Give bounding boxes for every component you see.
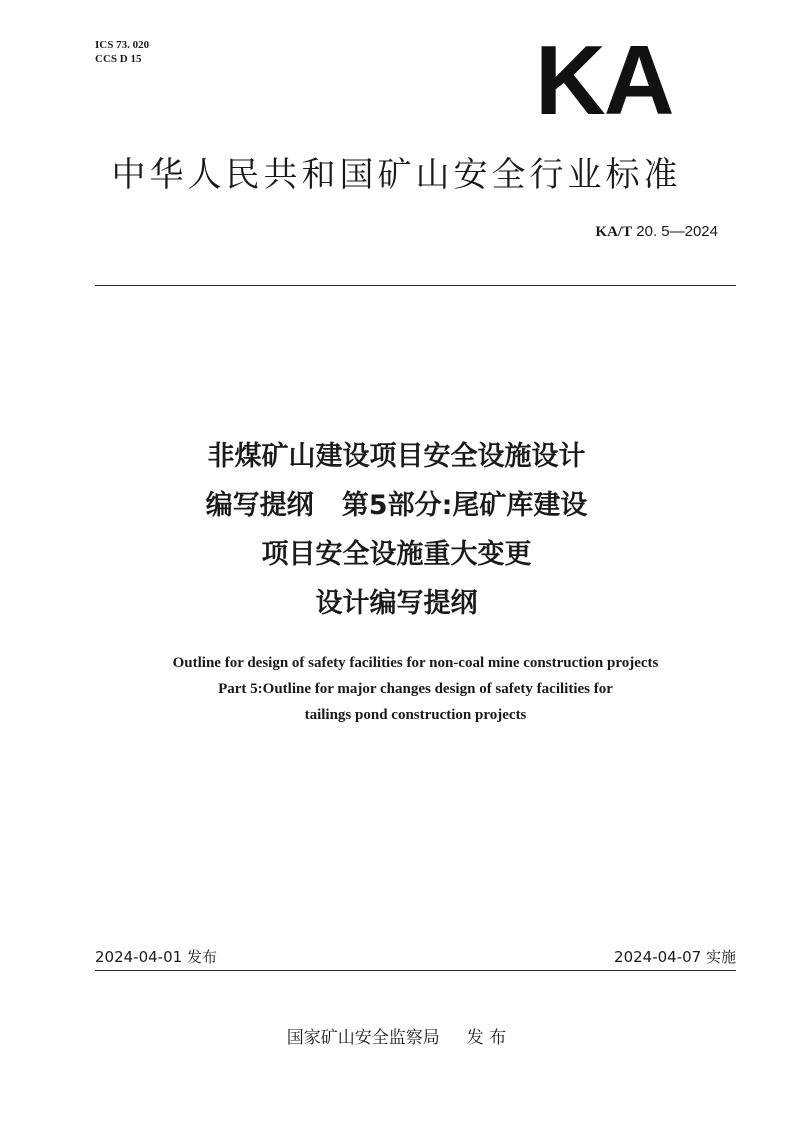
standard-category-title: 中华人民共和国矿山安全行业标准: [111, 155, 682, 195]
ccs-code: CCS D 15: [95, 53, 142, 65]
english-title-line: Outline for design of safety facilities for non-coal mine construction projects: [172, 655, 659, 671]
chinese-title-line: 项目安全设施重大变更: [261, 539, 532, 570]
ics-code: ICS 73. 020: [95, 39, 150, 51]
chinese-title-line: 非煤矿山建设项目安全设施设计: [207, 441, 586, 472]
chinese-title-line: 设计编写提纲: [315, 588, 478, 619]
standard-number-prefix: KA/T: [595, 224, 633, 240]
classification-codes: [95, 38, 149, 66]
english-title-line: Part 5:Outline for major changes design of safety facilities for: [218, 681, 613, 697]
implementation-date: 2024-04-07 实施: [614, 948, 736, 966]
chinese-title: [0, 432, 793, 628]
top-divider: [95, 285, 736, 286]
ka-logo: KA: [535, 25, 673, 135]
issue-date: 2024-04-01 发布: [95, 948, 217, 966]
english-title-line: tailings pond construction projects: [304, 707, 527, 723]
standard-number-code: 20. 5—2024: [632, 223, 718, 240]
standard-number: [595, 222, 718, 242]
bottom-divider: [95, 970, 736, 971]
chinese-title-line: 编写提纲 第5部分:尾矿库建设: [205, 490, 588, 521]
english-title: [0, 650, 793, 728]
issuing-authority: 国家矿山安全监察局 发 布: [286, 1028, 507, 1048]
